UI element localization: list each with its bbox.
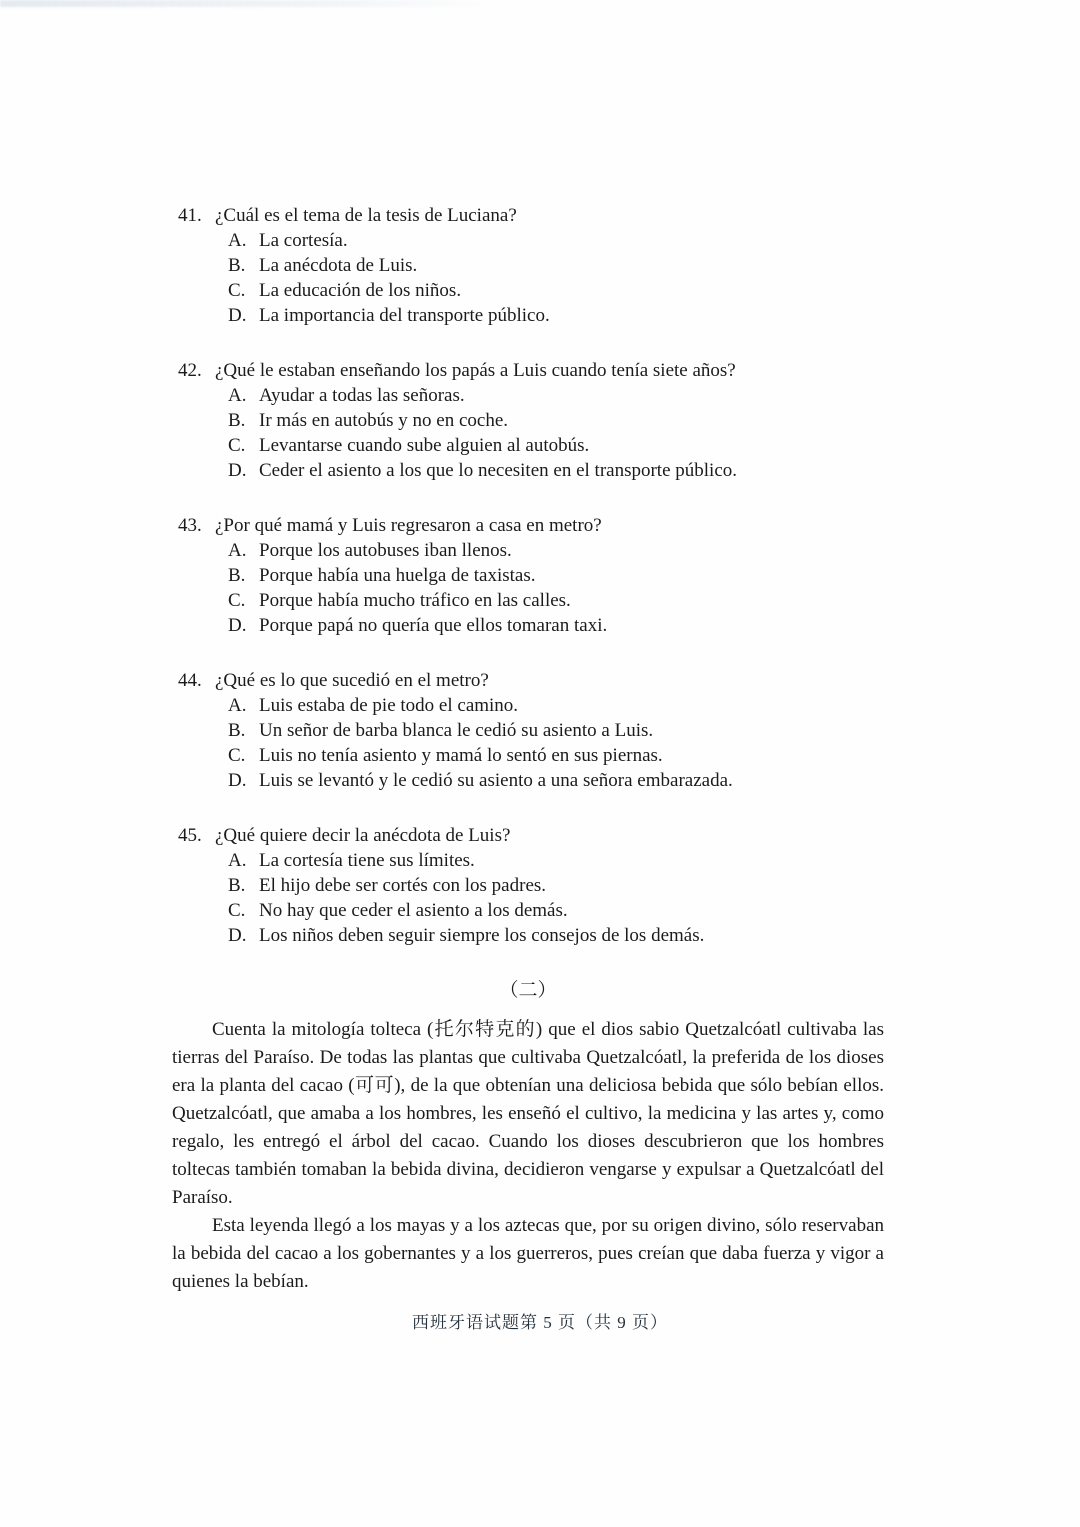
question-line bbox=[172, 203, 884, 228]
question-43 bbox=[172, 513, 884, 638]
option-row bbox=[228, 613, 884, 638]
question-number: 44. bbox=[178, 670, 202, 691]
option-letter: C. bbox=[228, 280, 246, 301]
option-row bbox=[228, 563, 884, 588]
option-text: Ir más en autobús y no en coche. bbox=[259, 410, 509, 431]
option-text: No hay que ceder el asiento a los demás. bbox=[259, 900, 568, 921]
option-letter: A. bbox=[228, 230, 247, 251]
option-text: Un señor de barba blanca le cedió su asiento a Luis. bbox=[259, 720, 654, 741]
option-row bbox=[228, 743, 884, 768]
option-text: Ayudar a todas las señoras. bbox=[259, 385, 465, 406]
question-line bbox=[172, 513, 884, 538]
option-text: Ceder el asiento a los que lo necesiten en el transporte público. bbox=[259, 460, 738, 481]
question-number: 45. bbox=[178, 825, 202, 846]
option-row bbox=[228, 458, 884, 483]
question-text: ¿Qué le estaban enseñando los papás a Luis cuando tenía siete años? bbox=[215, 360, 736, 381]
option-letter: C. bbox=[228, 435, 246, 456]
option-text: Porque había una huelga de taxistas. bbox=[259, 565, 536, 586]
option-text: Porque papá no quería que ellos tomaran taxi. bbox=[259, 615, 608, 636]
question-line bbox=[172, 668, 884, 693]
question-45 bbox=[172, 823, 884, 948]
options-group bbox=[172, 383, 884, 483]
option-letter: D. bbox=[228, 925, 247, 946]
option-row bbox=[228, 433, 884, 458]
scan-artifact bbox=[0, 0, 497, 7]
option-row bbox=[228, 383, 884, 408]
option-row bbox=[228, 923, 884, 948]
option-text: Levantarse cuando sube alguien al autobús. bbox=[259, 435, 590, 456]
option-row bbox=[228, 253, 884, 278]
question-text: ¿Qué es lo que sucedió en el metro? bbox=[215, 670, 489, 691]
question-line bbox=[172, 823, 884, 848]
option-text: La cortesía tiene sus límites. bbox=[259, 850, 475, 871]
option-letter: D. bbox=[228, 770, 247, 791]
options-group bbox=[172, 693, 884, 793]
option-letter: D. bbox=[228, 615, 247, 636]
option-letter: B. bbox=[228, 565, 246, 586]
reading-passage bbox=[172, 1016, 884, 1296]
question-number: 42. bbox=[178, 360, 202, 381]
option-letter: C. bbox=[228, 745, 246, 766]
page-content bbox=[172, 203, 884, 1296]
option-text: Porque los autobuses iban llenos. bbox=[259, 540, 512, 561]
option-letter: C. bbox=[228, 590, 246, 611]
question-text: ¿Qué quiere decir la anécdota de Luis? bbox=[215, 825, 511, 846]
section-header: （二） bbox=[499, 980, 557, 1001]
option-text: Luis estaba de pie todo el camino. bbox=[259, 695, 519, 716]
option-row bbox=[228, 408, 884, 433]
option-row bbox=[228, 278, 884, 303]
question-42 bbox=[172, 358, 884, 483]
option-row bbox=[228, 718, 884, 743]
option-text: La anécdota de Luis. bbox=[259, 255, 418, 276]
option-letter: B. bbox=[228, 875, 246, 896]
option-text: Los niños deben seguir siempre los consejos de los demás. bbox=[259, 925, 705, 946]
option-row bbox=[228, 873, 884, 898]
option-row bbox=[228, 228, 884, 253]
option-letter: D. bbox=[228, 305, 247, 326]
options-group bbox=[172, 538, 884, 638]
option-text: El hijo debe ser cortés con los padres. bbox=[259, 875, 547, 896]
option-letter: A. bbox=[228, 850, 247, 871]
option-text: Luis se levantó y le cedió su asiento a una señora embarazada. bbox=[259, 770, 733, 791]
options-group bbox=[172, 228, 884, 328]
option-text: La cortesía. bbox=[259, 230, 348, 251]
option-letter: A. bbox=[228, 385, 247, 406]
options-group bbox=[172, 848, 884, 948]
question-number: 43. bbox=[178, 515, 202, 536]
option-row bbox=[228, 588, 884, 613]
question-41 bbox=[172, 203, 884, 328]
passage-paragraph: Cuenta la mitología tolteca (托尔特克的) que el dios sabio Quetzalcóatl cultivaba las tierras del Paraíso. De todas las plantas que cultivaba Quetzalcóatl, la preferida de los dioses era la planta del cacao (可可), de la que obtenían una deliciosa bebida que sólo bebían ellos. Quetzalcóatl, que amaba a los hombres, les enseñó el cultivo, la medicina y las artes y, como regalo, les entregó el árbol del cacao. Cuando los dioses descubrieron que los hombres toltecas también tomaban la bebida divina, decidieron vengarse y expulsar a Quetzalcóatl del Paraíso. bbox=[172, 1019, 884, 1208]
question-line bbox=[172, 358, 884, 383]
option-letter: D. bbox=[228, 460, 247, 481]
option-text: La educación de los niños. bbox=[259, 280, 462, 301]
option-letter: B. bbox=[228, 720, 246, 741]
passage-paragraph: Esta leyenda llegó a los mayas y a los aztecas que, por su origen divino, sólo reservaban la bebida del cacao a los gobernantes y a los guerreros, pues creían que daba fuerza y vigor a quienes la bebían. bbox=[172, 1215, 884, 1292]
question-text: ¿Por qué mamá y Luis regresaron a casa en metro? bbox=[215, 515, 602, 536]
option-row bbox=[228, 768, 884, 793]
page-footer: 西班牙语试题第 5 页（共 9 页） bbox=[412, 1313, 668, 1332]
option-letter: B. bbox=[228, 255, 246, 276]
question-44 bbox=[172, 668, 884, 793]
option-text: La importancia del transporte público. bbox=[259, 305, 550, 326]
option-text: Porque había mucho tráfico en las calles. bbox=[259, 590, 571, 611]
option-letter: A. bbox=[228, 540, 247, 561]
option-row bbox=[228, 303, 884, 328]
option-row bbox=[228, 898, 884, 923]
option-row bbox=[228, 848, 884, 873]
question-text: ¿Cuál es el tema de la tesis de Luciana? bbox=[215, 205, 517, 226]
question-list bbox=[172, 203, 884, 948]
option-row bbox=[228, 538, 884, 563]
question-number: 41. bbox=[178, 205, 202, 226]
option-letter: A. bbox=[228, 695, 247, 716]
option-letter: B. bbox=[228, 410, 246, 431]
option-row bbox=[228, 693, 884, 718]
option-text: Luis no tenía asiento y mamá lo sentó en sus piernas. bbox=[259, 745, 663, 766]
option-letter: C. bbox=[228, 900, 246, 921]
